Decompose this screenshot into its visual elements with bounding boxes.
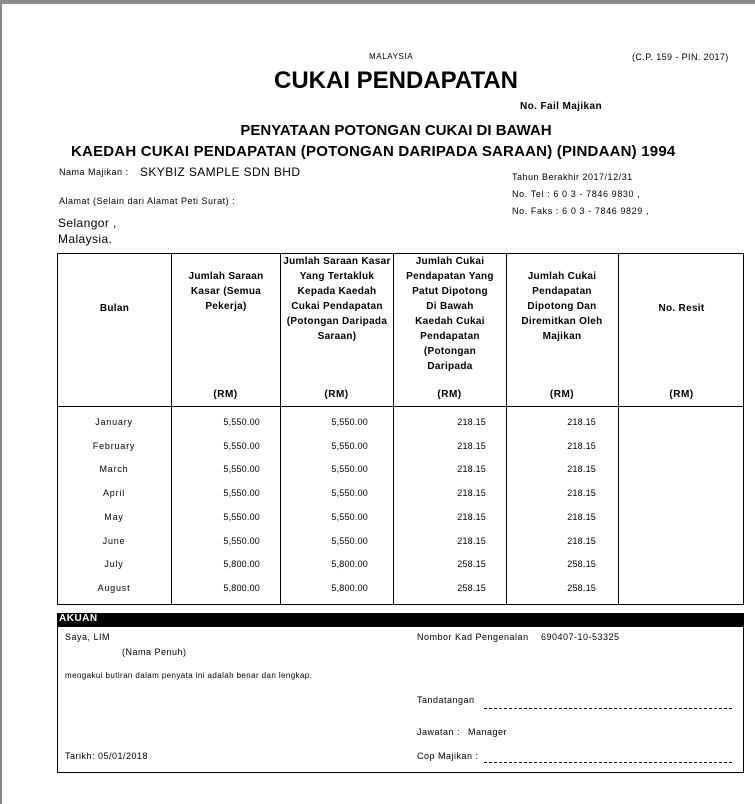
col-header-gross: Jumlah Saraan Kasar (Semua Pekerja) xyxy=(188,271,264,312)
cell-month: January xyxy=(95,417,133,427)
cell-subject: 5,550.00 xyxy=(331,441,368,451)
cell-subject: 5,550.00 xyxy=(331,488,368,498)
ic-number-label: Nombor Kad Pengenalan xyxy=(417,632,529,642)
declaration-statement: mengakui butiran dalam penyata ini adalah benar dan lengkap. xyxy=(65,671,313,680)
statement-heading-1: PENYATAAN POTONGAN CUKAI DI BAWAH xyxy=(240,122,552,139)
employer-name-label: Nama Majikan : xyxy=(59,167,129,177)
cell-tax-due: 218.15 xyxy=(457,512,486,522)
cell-subject: 5,800.00 xyxy=(331,583,368,593)
table-divider xyxy=(506,254,507,604)
year-end: Tahun Berakhir 2017/12/31 xyxy=(512,172,633,182)
cell-month: August xyxy=(97,583,131,593)
signature-label: Tandatangan xyxy=(417,695,475,705)
cell-gross: 5,550.00 xyxy=(223,512,260,522)
cell-subject: 5,550.00 xyxy=(331,512,368,522)
cell-tax-due: 258.15 xyxy=(457,583,486,593)
cell-tax-paid: 218.15 xyxy=(567,441,596,451)
col-header-month: Bulan xyxy=(99,303,130,314)
declarant-name: Saya, LIM xyxy=(65,632,111,642)
window-left-border xyxy=(0,0,2,804)
table-header-divider xyxy=(58,406,743,407)
cell-tax-due: 218.15 xyxy=(457,417,486,427)
country-label: MALAYSIA xyxy=(369,52,414,61)
col-header-tax-paid: Jumlah Cukai Pendapatan Dipotong Dan Diremitkan Oleh Majikan xyxy=(521,271,603,342)
cell-tax-paid: 218.15 xyxy=(567,417,596,427)
declaration-box xyxy=(57,613,744,773)
window-top-border xyxy=(0,0,755,4)
address-label: Alamat (Selain dari Alamat Peti Surat) : xyxy=(59,196,236,206)
cell-tax-paid: 218.15 xyxy=(567,488,596,498)
full-name-label: (Nama Penuh) xyxy=(122,647,187,657)
cell-tax-due: 218.15 xyxy=(457,464,486,474)
cell-subject: 5,550.00 xyxy=(331,464,368,474)
cell-subject: 5,550.00 xyxy=(331,417,368,427)
declaration-date: Tarikh: 05/01/2018 xyxy=(65,751,149,761)
position-label: Jawatan : xyxy=(417,727,461,737)
cell-gross: 5,550.00 xyxy=(223,417,260,427)
position-value: Manager xyxy=(468,727,508,737)
cell-gross: 5,550.00 xyxy=(223,464,260,474)
unit-label: (RM) xyxy=(213,389,238,400)
address-line-2: Malaysia. xyxy=(58,232,113,246)
cell-month: February xyxy=(92,441,136,451)
cell-gross: 5,550.00 xyxy=(223,488,260,498)
statement-heading-2: KAEDAH CUKAI PENDAPATAN (POTONGAN DARIPADA SARAAN) (PINDAAN) 1994 xyxy=(71,143,676,160)
employer-stamp-label: Cop Majikan : xyxy=(417,751,479,761)
cell-month: March xyxy=(99,464,129,474)
cell-subject: 5,550.00 xyxy=(331,536,368,546)
declaration-title-bar xyxy=(57,613,744,627)
cell-month: July xyxy=(104,559,124,569)
cell-tax-paid: 218.15 xyxy=(567,536,596,546)
signature-line xyxy=(484,708,732,709)
ic-number-value: 690407-10-53325 xyxy=(541,632,620,642)
employer-tel: No. Tel : 6 0 3 - 7846 9830 , xyxy=(512,189,641,199)
cell-tax-paid: 258.15 xyxy=(567,583,596,593)
form-code: (C.P. 159 - PIN. 2017) xyxy=(632,52,729,62)
stamp-line xyxy=(484,762,732,763)
address-line-1: Selangor , xyxy=(58,216,117,230)
cell-month: April xyxy=(102,488,125,498)
col-header-receipt: No. Resit xyxy=(658,303,705,314)
cell-subject: 5,800.00 xyxy=(331,559,368,569)
page-title: CUKAI PENDAPATAN xyxy=(274,67,518,94)
declaration-title: AKUAN xyxy=(59,613,98,624)
cell-gross: 5,800.00 xyxy=(223,583,260,593)
monthly-tax-table xyxy=(57,253,744,605)
table-divider xyxy=(280,254,281,604)
employer-name: SKYBIZ SAMPLE SDN BHD xyxy=(140,165,301,179)
unit-label: (RM) xyxy=(549,389,575,400)
cell-month: June xyxy=(102,536,126,546)
employer-file-no-label: No. Fail Majikan xyxy=(520,101,602,112)
cell-tax-paid: 218.15 xyxy=(567,512,596,522)
cell-tax-due: 218.15 xyxy=(457,488,486,498)
cell-gross: 5,800.00 xyxy=(223,559,260,569)
cell-tax-paid: 218.15 xyxy=(567,464,596,474)
employer-fax: No. Faks : 6 0 3 - 7846 9829 , xyxy=(512,206,650,216)
cell-gross: 5,550.00 xyxy=(223,536,260,546)
unit-label: (RM) xyxy=(324,389,349,400)
cell-tax-paid: 258.15 xyxy=(567,559,596,569)
cell-tax-due: 258.15 xyxy=(457,559,486,569)
cell-tax-due: 218.15 xyxy=(457,441,486,451)
cell-month: May xyxy=(104,512,124,522)
table-divider xyxy=(171,254,172,604)
col-header-subject: Jumlah Saraan Kasar Yang Tertakluk Kepada Kaedah Cukai Pendapatan (Potongan Daripada Saraan) xyxy=(283,256,391,342)
unit-label: (RM) xyxy=(437,389,462,400)
table-divider xyxy=(393,254,394,604)
cell-tax-due: 218.15 xyxy=(457,536,486,546)
col-header-tax-due: Jumlah Cukai Pendapatan Yang Patut Dipotong Di Bawah Kaedah Cukai Pendapatan (Potongan Daripada xyxy=(406,256,494,372)
unit-label: (RM) xyxy=(669,389,694,400)
cell-gross: 5,550.00 xyxy=(223,441,260,451)
